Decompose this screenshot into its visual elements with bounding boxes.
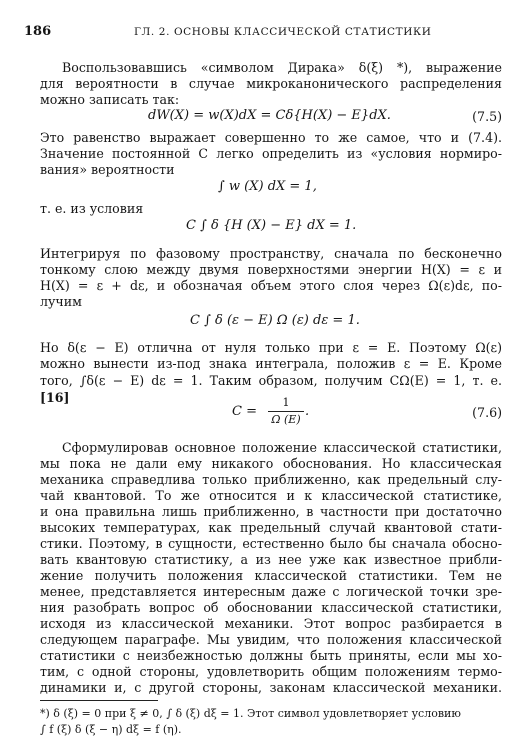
footnote-line: *) δ (ξ) = 0 при ξ ≠ 0, ∫ δ (ξ) dξ = 1. Этот символ удовлетворяет условию (40, 707, 461, 720)
normalization-equation: ∫ w (X) dX = 1, (218, 179, 317, 194)
text-line: стики. Поэтому, в сущности, естественно было бы сначала обосно- (40, 536, 502, 551)
text-line: мы пока не дали ему никакого обоснования. Но классическая (40, 456, 502, 471)
text-line: лучим (40, 294, 82, 309)
footnote-line: ∫ f (ξ) δ (ξ − η) dξ = f (η). (40, 723, 182, 736)
text-line: для вероятности в случае микроканонического распределения (40, 76, 502, 91)
text-line: исходя из классической механики. Этот вопрос разбирается в (40, 616, 502, 631)
text-line: [16] (40, 390, 70, 405)
page-number: 186 (24, 24, 52, 39)
text-line: высоких температурах, как предельный случай квантовой стати- (40, 520, 502, 535)
text-line: Это равенство выражает совершенно то же самое, что и (7.4). (40, 130, 502, 145)
equation-7-6-fraction (268, 396, 304, 428)
text-line: ния разобрать вопрос об обосновании классической статистики, (40, 600, 502, 615)
footnote-rule (40, 700, 158, 701)
text-line: Сформулировав основное положение классической статистики, (62, 440, 502, 455)
text-line: вания» вероятности (40, 162, 175, 177)
fraction-numerator: 1 (282, 396, 290, 409)
running-title: ГЛ. 2. ОСНОВЫ КЛАССИЧЕСКОЙ СТАТИСТИКИ (134, 26, 432, 38)
energy-equation: C ∫ δ (ε − E) Ω (ε) dε = 1. (190, 313, 360, 328)
equation-7-5: dW(X) = w(X)dX = Cδ{H(X) − E}dX. (148, 108, 391, 123)
equation-number: (7.6) (472, 405, 502, 420)
text-line: тим, с одной стороны, удовлетворить общим положениям термо- (40, 664, 502, 679)
text-line: т. е. из условия (40, 201, 144, 216)
text-line: следующем параграфе. Мы увидим, что положения классической (40, 632, 502, 647)
text-line: можно записать так: (40, 92, 180, 107)
text-line: можно вынести из-под знака интеграла, положив ε = E. Кроме (40, 356, 502, 371)
page-header (24, 24, 502, 42)
text-line: Значение постоянной C легко определить из «условия нормиро- (40, 146, 502, 161)
text-line: Интегрируя по фазовому пространству, сначала по бесконечно (40, 246, 502, 261)
equation-7-6-lhs: C = (232, 404, 257, 419)
text-line: чай квантовой. То же относится и к классической статистике, (40, 488, 502, 503)
text-line: H(X) = ε + dε, и обозначая объем этого слоя через Ω(ε)dε, по- (40, 278, 502, 293)
text-line: тонкому слою между двумя поверхностями энергии H(X) = ε и (40, 262, 502, 277)
text-line: Воспользовавшись «символом Дирака» δ(ξ) *), выражение (62, 60, 502, 75)
text-line: вать квантовую статистику, а из нее уже как известное прибли- (40, 552, 502, 567)
text-line: динамики и, с другой стороны, законам классической механики. (40, 680, 502, 695)
text-line: механика справедлива только приближенно, как предельный слу- (40, 472, 502, 487)
fraction-bar (268, 411, 304, 412)
text-line: того, ∫δ(ε − E) dε = 1. Таким образом, получим CΩ(E) = 1, т. е. (40, 373, 502, 388)
text-line: жение получить положения классической статистики. Тем не (40, 568, 502, 583)
text-line: и она правильна лишь приближенно, в частности при достаточно (40, 504, 502, 519)
text-line: статистики с неизбежностью должны быть приняты, если мы хо- (40, 648, 502, 663)
equation-number: (7.5) (472, 109, 502, 124)
fraction-denominator: Ω (E) (271, 413, 301, 426)
text-line: менее, представляется интересным даже с логической точки зре- (40, 584, 502, 599)
condition-equation: C ∫ δ {H (X) − E} dX = 1. (186, 218, 357, 233)
text-line: Но δ(ε − E) отлична от нуля только при ε = E. Поэтому Ω(ε) (40, 340, 502, 355)
equation-7-6-tail: . (305, 404, 310, 419)
